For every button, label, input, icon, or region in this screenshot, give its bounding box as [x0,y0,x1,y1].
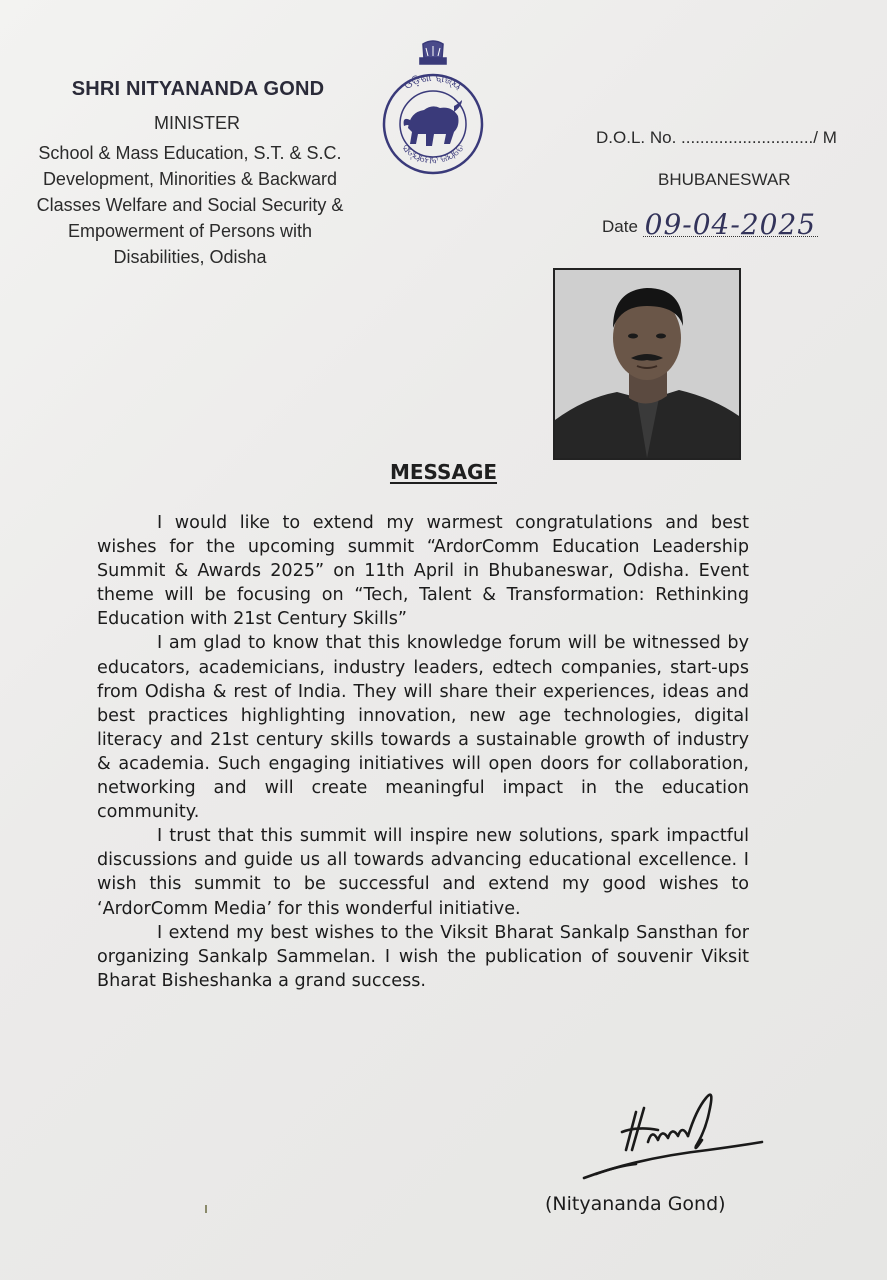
date-label: Date [602,217,638,236]
paragraph: I am glad to know that this knowledge forum will be witnessed by educators, academicians, industry leaders, edtech companies, start-ups from Odisha & rest of India. They will share their experiences, ideas and best practices highlighting innovation, new age technologies, digital literacy and 21st century skills towards a sustainable growth of industry & academia. Such engaging initiatives will open doors for collaboration, networking and will create meaningful impact in the education community. [97,633,749,823]
paragraph: I extend my best wishes to the Viksit Bharat Sankalp Sansthan for organizing Sankalp Sammelan. I wish the publication of souvenir Viksit Bharat Bisheshanka a grand success. [97,922,749,991]
paper-speck [205,1205,207,1213]
date-value: 09-04-2025 [644,208,817,241]
date-row [602,206,818,239]
paragraph: I would like to extend my warmest congratulations and best wishes for the upcoming summit “ArdorComm Education Leadership Summit & Awards 2025” on 11th April in Bhubaneswar, Odisha. Event theme will be focusing on “Tech, Talent & Transformation: Rethinking Education with 21st Century Skills” [97,513,749,630]
portfolio-line: School & Mass Education, S.T. & S.C. [38,143,342,163]
minister-portfolio [0,140,380,270]
signatory-name: (Nityananda Gond) [545,1193,726,1215]
minister-portrait-photo [553,268,741,460]
portfolio-line: Classes Welfare and Social Security & [36,195,344,215]
state-emblem-odisha-icon [370,40,496,178]
emblem-top-text: ଓଡ଼ିଶା ରାଜ୍ୟ [401,70,465,93]
minister-title: MINISTER [153,113,240,133]
city-name: BHUBANESWAR [658,170,791,189]
paragraph: I trust that this summit will inspire new solutions, spark impactful discussions and guide us all towards advancing educational excellence. I wish this summit to be successful and extend my good wishes to ‘ArdorComm Media’ for this wonderful initiative. [97,826,749,919]
minister-name: SHRI NITYANANDA GOND [71,78,325,100]
handwritten-signature [578,1080,778,1190]
svg-text:ସତ୍ୟମେବ ଜୟତେ [399,142,466,166]
heading-text: MESSAGE [389,460,498,484]
date-field [643,208,818,241]
portfolio-line: Empowerment of Persons with [67,221,313,241]
message-body [97,511,749,993]
sender-block [0,78,380,270]
dol-number: D.O.L. No. ............................/ M [596,128,837,147]
emblem-bottom-text: ସତ୍ୟମେବ ଜୟତେ [399,142,467,167]
portfolio-line: Disabilities, Odisha [113,247,267,267]
portfolio-line: Development, Minorities & Backward [42,169,338,189]
message-heading [0,460,887,484]
